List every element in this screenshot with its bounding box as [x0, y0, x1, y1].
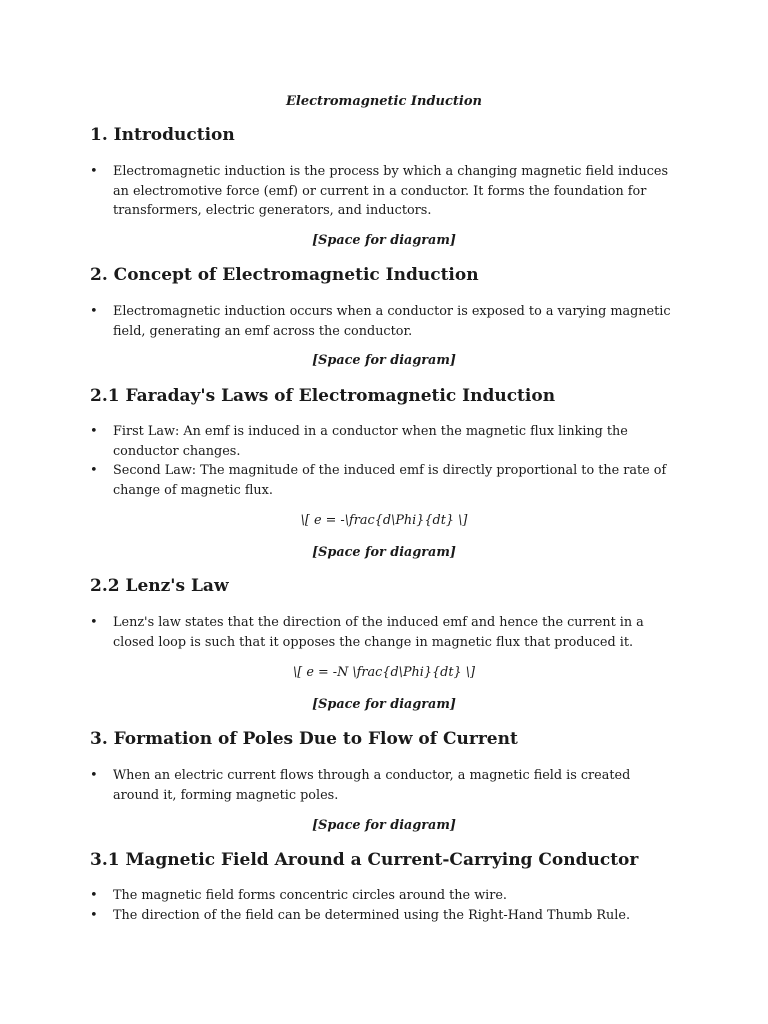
diagram-placeholder: [Space for diagram] [312, 545, 456, 560]
list-item: • Second Law: The magnitude of the induced emf is directly proportional to the rate of change of magnetic flux. [90, 461, 680, 500]
diagram-placeholder: [Space for diagram] [312, 697, 456, 712]
document-title: Electromagnetic Induction [286, 94, 482, 109]
bullet-list-introduction [90, 162, 680, 221]
list-item: • The direction of the field can be determined using the Right-Hand Thumb Rule. [90, 906, 680, 926]
section-heading-concept: 2. Concept of Electromagnetic Induction [90, 265, 479, 285]
list-item: • When an electric current flows through a conductor, a magnetic field is created around it, forming magnetic poles. [90, 766, 680, 805]
bullet-list-concept [90, 302, 680, 341]
section-heading-lenzs-law: 2.2 Lenz's Law [90, 576, 229, 596]
list-item: • First Law: An emf is induced in a conductor when the magnetic flux linking the conductor changes. [90, 422, 680, 461]
bullet-list-magnetic-field [90, 886, 680, 925]
section-heading-formation-of-poles: 3. Formation of Poles Due to Flow of Current [90, 729, 518, 749]
section-heading-faradays-laws: 2.1 Faraday's Laws of Electromagnetic Induction [90, 386, 556, 406]
diagram-placeholder: [Space for diagram] [312, 233, 456, 248]
list-item: • Lenz's law states that the direction of the induced emf and hence the current in a closed loop is such that it opposes the change in magnetic flux that produced it. [90, 613, 680, 652]
diagram-placeholder: [Space for diagram] [312, 818, 456, 833]
bullet-list-lenzs-law [90, 613, 680, 652]
bullet-list-faradays-laws [90, 422, 680, 500]
section-heading-introduction: 1. Introduction [90, 125, 235, 145]
list-item: • The magnetic field forms concentric circles around the wire. [90, 886, 680, 906]
equation-faraday: \[ e = -\frac{d\Phi}{dt} \] [300, 513, 468, 528]
diagram-placeholder: [Space for diagram] [312, 353, 456, 368]
list-item: • Electromagnetic induction occurs when a conductor is exposed to a varying magnetic field, generating an emf across the conductor. [90, 302, 680, 341]
section-heading-magnetic-field: 3.1 Magnetic Field Around a Current-Carrying Conductor [90, 850, 639, 870]
equation-lenz: \[ e = -N \frac{d\Phi}{dt} \] [292, 665, 476, 680]
bullet-list-formation-of-poles [90, 766, 680, 805]
list-item: • Electromagnetic induction is the process by which a changing magnetic field induces an electromotive force (emf) or current in a conductor. It forms the foundation for transformers, electric generators, and inductors. [90, 162, 680, 221]
